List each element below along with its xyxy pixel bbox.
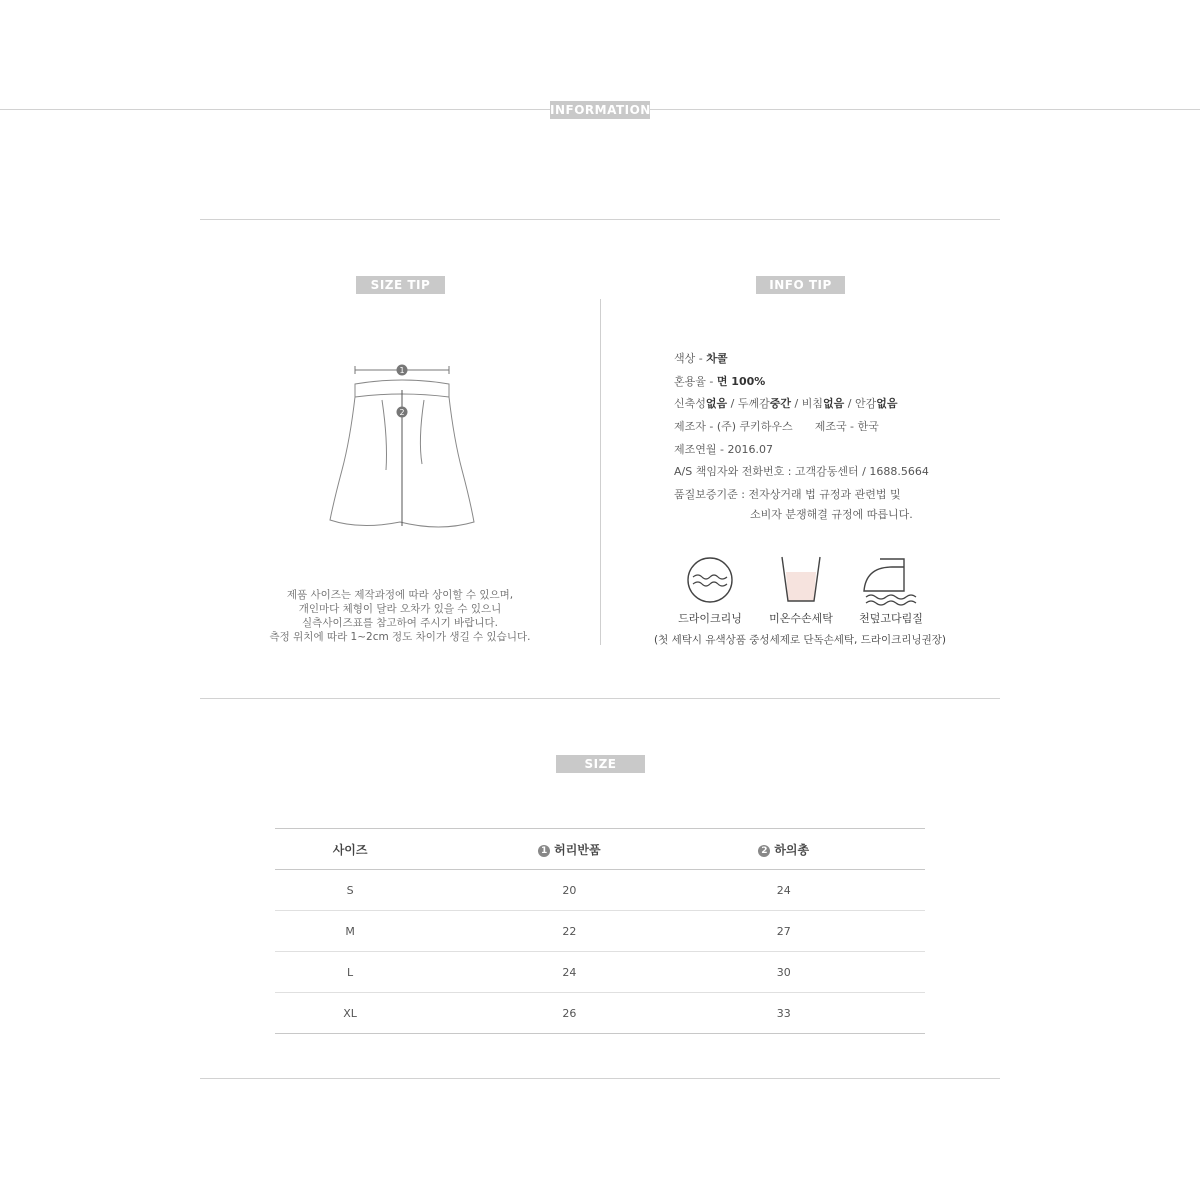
cell-size: M [275,911,425,952]
cell-size: L [275,952,425,993]
size-tip-notes [230,588,570,644]
cell-waist: 24 [425,952,713,993]
table-row [275,993,925,1034]
as-contact: A/S 책임자와 전화번호 : 고객감동센터 / 1688.5664 [674,465,929,478]
marker-1-icon [397,365,408,376]
cell-length: 27 [714,911,854,952]
cell-length: 30 [714,952,854,993]
size-table [275,828,925,1034]
size-tip-note: 제품 사이즈는 제작과정에 따라 상이할 수 있으며, [286,589,514,601]
size-tip-note: 개인마다 체형이 달라 오차가 있을 수 있으니 [298,603,502,615]
cell-spacer [854,952,925,993]
size-tip-note: 측정 위치에 따라 1~2cm 정도 차이가 생길 수 있습니다. [269,631,531,643]
table-row [275,911,925,952]
cell-spacer [854,911,925,952]
header-waist: 1 허리반품 [425,829,713,870]
cell-spacer [854,870,925,911]
blend-info: 혼용율 - 면 100% [674,375,766,388]
cell-size: S [275,870,425,911]
care-label-iron: 천덮고다림질 [859,612,923,625]
marker-2-icon [397,407,408,418]
cell-length: 24 [714,870,854,911]
header-length: 2 하의총 [714,829,854,870]
column-divider [600,299,601,645]
country-info: 제조국 - 한국 [814,420,879,433]
cell-size: XL [275,993,425,1034]
cell-spacer [854,993,925,1034]
info-tip-label: INFO TIP [756,276,845,294]
svg-text:1: 1 [399,366,405,375]
iron-cloth-icon [862,555,918,607]
size-table-header [275,829,925,870]
cell-length: 33 [714,993,854,1034]
section-divider-middle [200,698,1000,699]
svg-text:2: 2 [399,408,405,417]
quality-standard-2: 소비자 분쟁해결 규정에 따릅니다. [750,508,913,521]
marker-1-icon: 1 [538,845,550,857]
cell-waist: 20 [425,870,713,911]
size-tip-label: SIZE TIP [356,276,445,294]
color-info: 색상 - 차콜 [674,352,728,365]
care-note: (첫 세탁시 유색상품 중성세제로 단독손세탁, 드라이크리닝권장) [654,634,946,646]
maker-info: 제조자 - (주) 쿠키하우스 제조국 - 한국 [674,420,879,433]
table-row [275,952,925,993]
dry-clean-icon [685,555,735,605]
section-divider-top [200,219,1000,220]
manufacture-date: 제조연월 - 2016.07 [674,443,773,456]
hand-wash-icon [778,555,824,605]
section-divider-bottom [200,1078,1000,1079]
table-row [275,870,925,911]
quality-standard-1: 품질보증기준 : 전자상거래 법 규정과 관련법 및 [674,488,901,501]
cell-waist: 26 [425,993,713,1034]
fabric-properties: 신축성없음 / 두께감중간 / 비침없음 / 안감없음 [674,397,898,410]
care-label-hand-wash: 미온수손세탁 [769,612,833,625]
size-tip-note: 실측사이즈표를 참고하여 주시기 바랍니다. [302,617,498,629]
skirt-diagram [320,360,490,535]
care-label-dry-clean: 드라이크리닝 [678,612,742,625]
size-label: SIZE [556,755,645,773]
information-label: INFORMATION [550,103,651,117]
cell-waist: 22 [425,911,713,952]
header-size: 사이즈 [275,829,425,870]
marker-2-icon: 2 [758,845,770,857]
header-spacer [854,829,925,870]
